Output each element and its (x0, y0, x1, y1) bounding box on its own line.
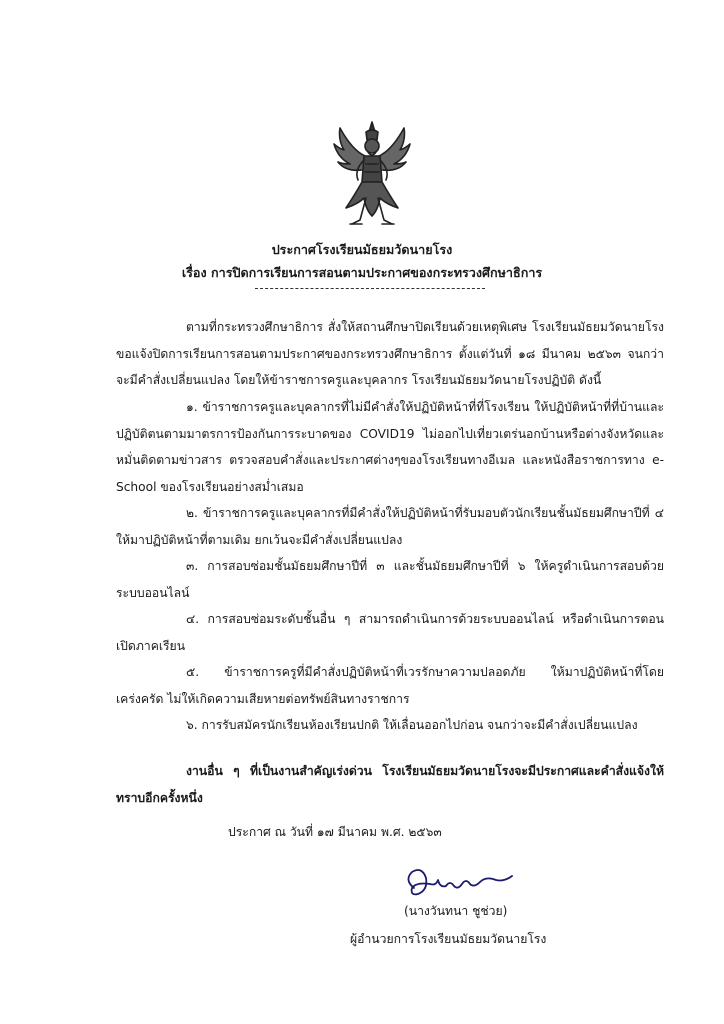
announcement-date: ประกาศ ณ วันที่ ๑๗ มีนาคม พ.ศ. ๒๕๖๓ (228, 825, 442, 839)
list-item (116, 500, 664, 553)
closing-notice (116, 758, 664, 811)
signature-mark (400, 858, 520, 908)
list-item (116, 606, 664, 659)
list-item (116, 553, 664, 606)
subject-line: เรื่อง การปิดการเรียนการสอนตามประกาศของกระทรวงศึกษาธิการ (181, 265, 543, 280)
list-item (116, 712, 664, 739)
list-item (116, 394, 664, 500)
item-2-text: ๒. ข้าราชการครูและบุคลากรที่มีคำสั่งให้ปฏิบัติหน้าที่รับมอบตัวนักเรียนชั้นมัธยมศึกษาปีที่ ๔ ให้มาปฏิบัติหน้าที่ตามเดิม ยกเว้นจะมีคำสั่งเปลี่ยนแปลง (116, 506, 664, 547)
garuda-emblem-icon (332, 120, 412, 230)
item-5-text: ๕. ข้าราชการครูที่มีคำสั่งปฏิบัติหน้าที่เวรรักษาความปลอดภัย ให้มาปฏิบัติหน้าที่โดยเคร่งครัด ไม่ให้เกิดความเสียหายต่อทรัพย์สินทางราชการ (116, 665, 664, 706)
item-3-text: ๓. การสอบซ่อมชั้นมัธยมศึกษาปีที่ ๓ และชั้นมัธยมศึกษาปีที่ ๖ ให้ครูดำเนินการสอบด้วยระบบออนไลน์ (116, 559, 664, 600)
item-6-text: ๖. การรับสมัครนักเรียนห้องเรียนปกติ ให้เลื่อนออกไปก่อน จนกว่าจะมีคำสั่งเปลี่ยนแปลง (186, 718, 638, 732)
signer-name: (นางวันทนา ชูช่วย) (404, 904, 508, 918)
announcement-title: ประกาศโรงเรียนมัธยมวัดนายโรง (271, 242, 453, 257)
signer-title: ผู้อำนวยการโรงเรียนมัธยมวัดนายโรง (350, 932, 547, 946)
intro-paragraph (116, 314, 664, 394)
list-item (116, 659, 664, 712)
separator-line (255, 288, 485, 289)
item-4-text: ๔. การสอบซ่อมระดับชั้นอื่น ๆ สามารถดำเนินการด้วยระบบออนไลน์ หรือดำเนินการตอนเปิดภาคเรียน (116, 612, 664, 653)
closing-notice-text: งานอื่น ๆ ที่เป็นงานสำคัญเร่งด่วน โรงเรียนมัธยมวัดนายโรงจะมีประกาศและคำสั่งแจ้งให้ทราบอีกครั้งหนึ่ง (116, 764, 664, 805)
intro-text: ตามที่กระทรวงศึกษาธิการ สั่งให้สถานศึกษาปิดเรียนด้วยเหตุพิเศษ โรงเรียนมัธยมวัดนายโรง ขอแจ้งปิดการเรียนการสอนตามประกาศของกระทรวงศึกษาธิการ ตั้งแต่วันที่ ๑๘ มีนาคม ๒๕๖๓ จนกว่าจะมีคำสั่งเปลี่ยนแปลง โดยให้ข้าราชการครูและบุคลากร โรงเรียนมัธยมวัดนายโรงปฏิบัติ ดังนี้ (116, 320, 664, 387)
item-1-text: ๑. ข้าราชการครูและบุคลากรที่ไม่มีคำสั่งให้ปฏิบัติหน้าที่ที่โรงเรียน ให้ปฏิบัติหน้าที่ที่บ้านและปฏิบัติตนตามมาตรการป้องกันการระบาดของ COVID19 ไม่ออกไปเที่ยวเตร่นอกบ้านหรือต่างจังหวัดและหมั่นติดตามข่าวสาร ตรวจสอบคำสั่งและประกาศต่างๆของโรงเรียนทางอีเมล และหนังสือราชการทาง e-School ของโรงเรียนอย่างสม่ำเสมอ (116, 400, 664, 494)
